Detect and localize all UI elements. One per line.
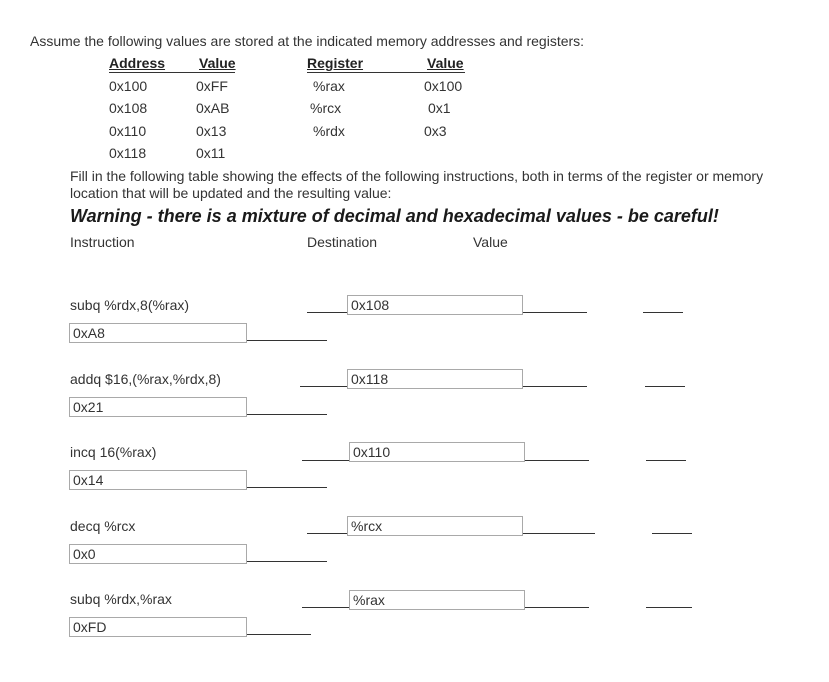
register-header-underline <box>307 72 465 73</box>
blank-line <box>247 414 327 415</box>
blank-line <box>300 386 347 387</box>
instruction-text: subq %rdx,8(%rax) <box>70 297 190 313</box>
blank-line <box>247 340 327 341</box>
blank-line <box>523 312 587 313</box>
blank-line <box>307 533 347 534</box>
destination-input[interactable] <box>347 295 523 315</box>
value-input[interactable] <box>69 544 247 564</box>
instruction-text: subq %rdx,%rax <box>70 591 172 607</box>
register-value-cell: 0x100 <box>424 78 463 94</box>
blank-line <box>302 460 349 461</box>
blank-line <box>523 533 595 534</box>
value-column-header: Value <box>473 234 508 250</box>
memory-address-cell: 0x108 <box>109 100 148 116</box>
register-value-cell: 0x3 <box>424 123 447 139</box>
blank-line <box>247 561 327 562</box>
blank-line <box>525 460 589 461</box>
intro-text: Assume the following values are stored at the indicated memory addresses and registers: <box>30 33 585 49</box>
fill-instructions-line-1: Fill in the following table showing the effects of the following instructions, both in terms of the register or memory <box>70 168 764 184</box>
blank-line <box>247 487 327 488</box>
register-name-cell: %rcx <box>310 100 342 116</box>
destination-input[interactable] <box>347 369 523 389</box>
value-input[interactable] <box>69 617 247 637</box>
instruction-text: decq %rcx <box>70 518 136 534</box>
fill-instructions-line-2: location that will be updated and the resulting value: <box>70 185 392 201</box>
blank-line <box>646 460 686 461</box>
register-name-header: Register <box>307 55 364 71</box>
memory-value-cell: 0x11 <box>196 145 226 161</box>
memory-value-cell: 0xAB <box>196 100 230 116</box>
memory-address-header: Address <box>109 55 166 71</box>
instruction-column-header: Instruction <box>70 234 135 250</box>
destination-input[interactable] <box>349 442 525 462</box>
blank-line <box>646 607 692 608</box>
blank-line <box>652 533 692 534</box>
value-input[interactable] <box>69 470 247 490</box>
memory-address-cell: 0x100 <box>109 78 148 94</box>
blank-line <box>643 312 683 313</box>
value-input[interactable] <box>69 323 247 343</box>
register-name-cell: %rdx <box>313 123 345 139</box>
blank-line <box>247 634 311 635</box>
blank-line <box>302 607 349 608</box>
register-value-cell: 0x1 <box>428 100 451 116</box>
blank-line <box>525 607 589 608</box>
value-input[interactable] <box>69 397 247 417</box>
memory-header-underline <box>109 72 235 73</box>
destination-input[interactable] <box>347 516 523 536</box>
blank-line <box>523 386 587 387</box>
blank-line <box>307 312 347 313</box>
instruction-text: incq 16(%rax) <box>70 444 157 460</box>
register-name-cell: %rax <box>313 78 345 94</box>
memory-address-cell: 0x118 <box>109 145 147 161</box>
blank-line <box>645 386 685 387</box>
destination-input[interactable] <box>349 590 525 610</box>
register-value-header: Value <box>427 55 464 71</box>
destination-column-header: Destination <box>307 234 378 250</box>
warning-text: Warning - there is a mixture of decimal and hexadecimal values - be careful! <box>70 206 719 226</box>
memory-value-cell: 0x13 <box>196 123 227 139</box>
memory-address-cell: 0x110 <box>109 123 147 139</box>
memory-value-cell: 0xFF <box>196 78 228 94</box>
memory-value-header: Value <box>199 55 236 71</box>
instruction-text: addq $16,(%rax,%rdx,8) <box>70 371 221 387</box>
